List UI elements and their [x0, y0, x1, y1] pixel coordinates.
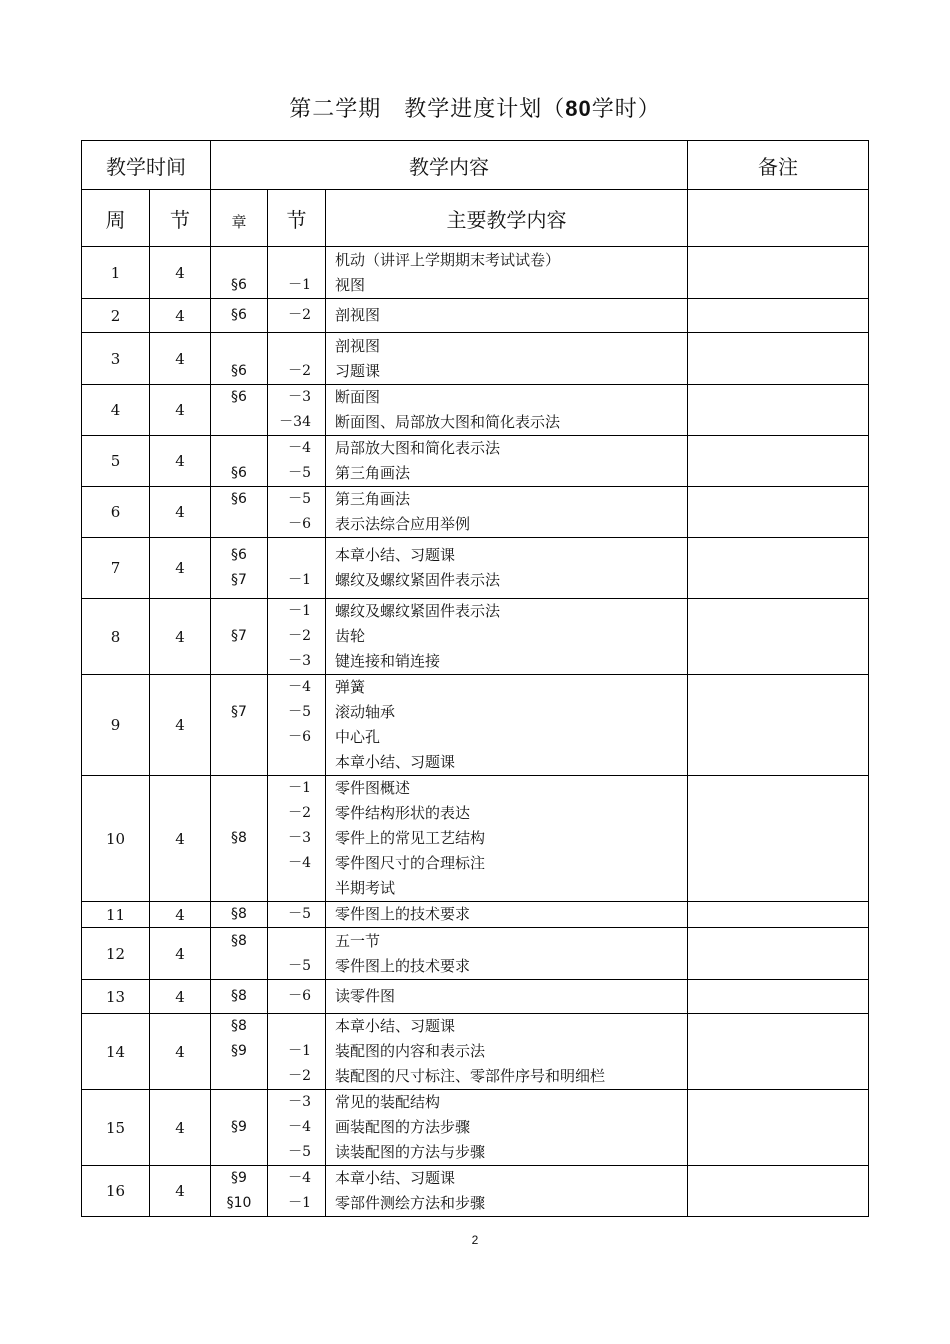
content-line: 螺纹及螺纹紧固件表示法 — [335, 571, 501, 589]
content-line: 零件图上的技术要求 — [335, 956, 471, 975]
content-cell-lines — [326, 1166, 687, 1216]
section-line — [268, 248, 325, 273]
section-cell — [268, 538, 326, 599]
schedule-row — [82, 776, 869, 902]
chapter-cell — [211, 538, 268, 599]
remark-cell — [688, 436, 869, 487]
section-cell-lines — [268, 436, 325, 486]
content-line: 本章小结、习题课 — [335, 1017, 456, 1035]
header-remark-blank — [688, 190, 869, 247]
section-cell — [268, 247, 326, 299]
content-cell — [326, 247, 688, 299]
chapter-cell — [211, 902, 268, 928]
content-cell-lines — [326, 902, 687, 927]
content-cell-lines — [326, 436, 687, 486]
remark-cell — [688, 333, 869, 385]
schedule-row — [82, 928, 869, 980]
section-line — [268, 929, 325, 954]
schedule-row — [82, 980, 869, 1014]
remark-cell — [688, 1014, 869, 1090]
remark-cell — [688, 385, 869, 436]
section-cell-lines — [268, 1014, 325, 1089]
chapter-line: §8 — [231, 1018, 247, 1034]
week-cell: 7 — [82, 538, 150, 599]
chapter-cell-lines — [211, 902, 267, 927]
remark-cell — [688, 247, 869, 299]
section-line: －5 — [288, 704, 311, 720]
chapter-line — [211, 512, 267, 537]
header-teaching-time: 教学时间 — [82, 141, 211, 190]
content-line: 表示法综合应用举例 — [335, 515, 471, 533]
chapter-cell — [211, 776, 268, 902]
hours-cell: 4 — [150, 487, 211, 538]
hours-cell: 4 — [150, 333, 211, 385]
section-line — [268, 750, 325, 775]
content-line: 本章小结、习题课 — [335, 753, 456, 771]
content-cell-lines — [326, 1090, 687, 1165]
content-cell-lines — [326, 303, 687, 328]
section-line: －1 — [288, 603, 311, 619]
remark-cell — [688, 299, 869, 333]
week-cell: 6 — [82, 487, 150, 538]
chapter-line: §6 — [231, 389, 247, 405]
chapter-line: §6 — [231, 307, 247, 323]
hours-cell: 4 — [150, 436, 211, 487]
chapter-cell-lines — [211, 1014, 267, 1089]
section-cell-lines — [268, 675, 325, 775]
section-cell — [268, 1014, 326, 1090]
content-line: 常见的装配结构 — [335, 1093, 441, 1111]
chapter-cell — [211, 675, 268, 776]
content-cell-lines — [326, 675, 687, 775]
chapter-line: §7 — [231, 628, 247, 644]
section-cell — [268, 928, 326, 980]
content-cell-lines — [326, 1014, 687, 1089]
header-teaching-content: 教学内容 — [211, 141, 688, 190]
hours-cell: 4 — [150, 902, 211, 928]
header-week: 周 — [82, 190, 150, 247]
content-line: 画装配图的方法步骤 — [335, 1118, 471, 1136]
chapter-cell-lines — [211, 776, 267, 901]
section-line: －2 — [288, 805, 311, 821]
title-hours-number: 80 — [565, 96, 592, 121]
section-cell-lines — [268, 776, 325, 901]
section-cell-lines — [268, 543, 325, 593]
section-line: －4 — [288, 1119, 311, 1135]
section-cell-lines — [268, 929, 325, 979]
content-cell — [326, 675, 688, 776]
content-line: 装配图的尺寸标注、零部件序号和明细栏 — [335, 1067, 606, 1085]
remark-cell — [688, 1166, 869, 1217]
content-cell-lines — [326, 543, 687, 593]
chapter-cell — [211, 436, 268, 487]
remark-cell — [688, 928, 869, 980]
content-line: 零件图上的技术要求 — [335, 905, 471, 923]
chapter-line — [211, 675, 267, 700]
chapter-line — [211, 876, 267, 901]
hours-cell: 4 — [150, 980, 211, 1014]
section-cell — [268, 1166, 326, 1217]
section-line — [268, 334, 325, 359]
teaching-schedule-table — [81, 140, 869, 1217]
hours-cell: 4 — [150, 385, 211, 436]
content-line: 机动（讲评上学期期末考试试卷） — [335, 250, 561, 269]
content-line: 局部放大图和简化表示法 — [335, 439, 501, 457]
chapter-cell — [211, 1166, 268, 1217]
hours-cell: 4 — [150, 538, 211, 599]
schedule-row — [82, 487, 869, 538]
content-line: 半期考试 — [335, 879, 396, 897]
content-cell — [326, 980, 688, 1014]
schedule-row — [82, 333, 869, 385]
section-line — [268, 1014, 325, 1039]
schedule-row — [82, 675, 869, 776]
content-line: 第三角画法 — [335, 490, 411, 508]
content-cell-lines — [326, 487, 687, 537]
content-line: 第三角画法 — [335, 464, 411, 482]
section-line: －1 — [288, 780, 311, 796]
section-line: －3 — [288, 830, 311, 846]
content-line: 零件图尺寸的合理标注 — [335, 854, 486, 872]
content-line: 齿轮 — [335, 627, 366, 645]
content-cell — [326, 928, 688, 980]
chapter-cell-lines — [211, 334, 267, 384]
remark-cell — [688, 776, 869, 902]
content-cell-lines — [326, 248, 687, 298]
chapter-line — [211, 1090, 267, 1115]
section-cell — [268, 436, 326, 487]
content-cell — [326, 385, 688, 436]
header-hour: 节 — [150, 190, 211, 247]
header-remark: 备注 — [688, 141, 869, 190]
header-row-2 — [82, 190, 869, 247]
schedule-row — [82, 599, 869, 675]
chapter-line: §6 — [231, 276, 247, 293]
content-cell — [326, 599, 688, 675]
chapter-cell-lines — [211, 599, 267, 674]
hours-cell: 4 — [150, 1090, 211, 1166]
remark-cell — [688, 1090, 869, 1166]
chapter-cell — [211, 980, 268, 1014]
section-line: －5 — [288, 465, 311, 481]
remark-cell — [688, 538, 869, 599]
schedule-row — [82, 538, 869, 599]
week-cell: 12 — [82, 928, 150, 980]
content-cell — [326, 1014, 688, 1090]
section-cell-lines — [268, 487, 325, 537]
section-cell — [268, 1090, 326, 1166]
section-cell — [268, 776, 326, 902]
chapter-line — [211, 436, 267, 461]
section-line: －1 — [288, 276, 311, 293]
week-cell: 15 — [82, 1090, 150, 1166]
week-cell: 9 — [82, 675, 150, 776]
section-line — [268, 876, 325, 901]
content-line: 零部件测绘方法和步骤 — [335, 1194, 486, 1212]
chapter-cell — [211, 487, 268, 538]
content-cell-lines — [326, 334, 687, 384]
content-line: 本章小结、习题课 — [335, 546, 456, 564]
week-cell: 11 — [82, 902, 150, 928]
chapter-line — [211, 1140, 267, 1165]
section-cell — [268, 599, 326, 675]
week-cell: 16 — [82, 1166, 150, 1217]
section-cell-lines — [268, 902, 325, 927]
content-line: 弹簧 — [335, 678, 366, 696]
chapter-cell-lines — [211, 929, 267, 979]
content-line: 滚动轴承 — [335, 703, 396, 721]
section-line: －2 — [288, 362, 311, 379]
chapter-line: §9 — [231, 1170, 247, 1186]
chapter-line: §8 — [231, 988, 247, 1004]
section-line: －1 — [288, 1195, 311, 1211]
chapter-cell-lines — [211, 436, 267, 486]
hours-cell: 4 — [150, 299, 211, 333]
week-cell: 14 — [82, 1014, 150, 1090]
chapter-line — [211, 1064, 267, 1089]
content-line: 断面图 — [335, 388, 381, 406]
chapter-cell — [211, 247, 268, 299]
section-cell-lines — [268, 599, 325, 674]
section-line: －2 — [288, 307, 311, 323]
section-line: －4 — [288, 1170, 311, 1186]
chapter-cell-lines — [211, 487, 267, 537]
section-line: －6 — [288, 729, 311, 745]
section-line: －4 — [288, 440, 311, 456]
content-line: 零件结构形状的表达 — [335, 804, 471, 822]
chapter-line: §10 — [226, 1195, 252, 1211]
week-cell: 2 — [82, 299, 150, 333]
chapter-line: §6 — [231, 547, 247, 563]
hours-cell: 4 — [150, 1014, 211, 1090]
section-line: －2 — [288, 628, 311, 644]
section-line: －2 — [288, 1068, 311, 1084]
section-cell-lines — [268, 248, 325, 298]
chapter-line: §7 — [231, 572, 247, 588]
section-line: －34 — [279, 414, 311, 430]
remark-cell — [688, 599, 869, 675]
chapter-cell-lines — [211, 1166, 267, 1216]
chapter-cell — [211, 928, 268, 980]
content-cell — [326, 487, 688, 538]
content-line: 键连接和销连接 — [335, 652, 441, 670]
week-cell: 8 — [82, 599, 150, 675]
week-cell: 10 — [82, 776, 150, 902]
section-cell-lines — [268, 984, 325, 1009]
content-cell — [326, 436, 688, 487]
section-cell — [268, 902, 326, 928]
section-line: －5 — [288, 957, 311, 974]
chapter-line: §9 — [231, 1119, 247, 1135]
chapter-line: §6 — [231, 491, 247, 507]
content-line: 读零件图 — [335, 987, 396, 1005]
chapter-line: §6 — [231, 362, 247, 379]
chapter-cell — [211, 299, 268, 333]
chapter-line: §6 — [231, 465, 247, 481]
chapter-line — [211, 725, 267, 750]
chapter-line — [211, 776, 267, 801]
section-line — [268, 543, 325, 568]
section-line: －5 — [288, 906, 311, 922]
content-cell — [326, 776, 688, 902]
section-cell-lines — [268, 1166, 325, 1216]
chapter-line: §8 — [231, 906, 247, 922]
header-row-1 — [82, 141, 869, 190]
content-cell — [326, 902, 688, 928]
chapter-cell — [211, 1090, 268, 1166]
section-cell-lines — [268, 334, 325, 384]
schedule-row — [82, 1166, 869, 1217]
chapter-cell — [211, 333, 268, 385]
remark-cell — [688, 902, 869, 928]
chapter-cell — [211, 385, 268, 436]
chapter-line — [211, 954, 267, 979]
chapter-line: §8 — [231, 932, 247, 949]
hours-cell: 4 — [150, 776, 211, 902]
content-line: 读装配图的方法与步骤 — [335, 1143, 486, 1161]
chapter-cell-lines — [211, 543, 267, 593]
content-line: 剖视图 — [335, 306, 381, 324]
content-cell — [326, 1090, 688, 1166]
week-cell: 5 — [82, 436, 150, 487]
chapter-line: §8 — [231, 830, 247, 846]
hours-cell: 4 — [150, 928, 211, 980]
chapter-line — [211, 851, 267, 876]
section-cell — [268, 333, 326, 385]
chapter-line: §7 — [231, 704, 247, 720]
section-cell — [268, 487, 326, 538]
chapter-cell-lines — [211, 984, 267, 1009]
content-line: 五一节 — [335, 931, 381, 950]
section-cell-lines — [268, 1090, 325, 1165]
section-line: －5 — [288, 1144, 311, 1160]
hours-cell: 4 — [150, 599, 211, 675]
content-cell-lines — [326, 599, 687, 674]
chapter-line: §9 — [231, 1043, 247, 1059]
section-line: －3 — [288, 389, 311, 405]
content-cell — [326, 1166, 688, 1217]
content-line: 螺纹及螺纹紧固件表示法 — [335, 602, 501, 620]
chapter-cell-lines — [211, 303, 267, 328]
content-cell-lines — [326, 929, 687, 979]
chapter-cell-lines — [211, 675, 267, 775]
content-cell — [326, 333, 688, 385]
section-cell — [268, 980, 326, 1014]
schedule-row — [82, 436, 869, 487]
chapter-line — [211, 599, 267, 624]
title-prefix: 第二学期 教学进度计划（ — [289, 97, 566, 122]
content-line: 习题课 — [335, 361, 381, 380]
page-number: 2 — [471, 1233, 479, 1247]
content-line: 本章小结、习题课 — [335, 1169, 456, 1187]
schedule-row — [82, 1090, 869, 1166]
content-line: 零件上的常见工艺结构 — [335, 829, 486, 847]
content-line: 剖视图 — [335, 336, 381, 355]
hours-cell: 4 — [150, 247, 211, 299]
section-cell-lines — [268, 303, 325, 328]
section-line: －3 — [288, 653, 311, 669]
schedule-row — [82, 385, 869, 436]
chapter-line — [211, 801, 267, 826]
content-line: 断面图、局部放大图和简化表示法 — [335, 413, 561, 431]
content-cell-lines — [326, 776, 687, 901]
content-line: 装配图的内容和表示法 — [335, 1042, 486, 1060]
chapter-line — [211, 649, 267, 674]
section-cell — [268, 299, 326, 333]
week-cell: 13 — [82, 980, 150, 1014]
chapter-cell — [211, 599, 268, 675]
hours-cell: 4 — [150, 675, 211, 776]
week-cell: 1 — [82, 247, 150, 299]
chapter-line — [211, 248, 267, 273]
section-cell — [268, 675, 326, 776]
chapter-cell-lines — [211, 385, 267, 435]
content-line: 视图 — [335, 275, 366, 294]
remark-cell — [688, 675, 869, 776]
section-line: －4 — [288, 855, 311, 871]
section-line: －4 — [288, 679, 311, 695]
schedule-row — [82, 247, 869, 299]
week-cell: 4 — [82, 385, 150, 436]
section-line: －6 — [288, 988, 311, 1004]
content-line: 零件图概述 — [335, 779, 411, 797]
content-cell-lines — [326, 385, 687, 435]
section-line: －1 — [288, 572, 311, 588]
chapter-cell-lines — [211, 1090, 267, 1165]
chapter-line — [211, 750, 267, 775]
title-suffix: 学时） — [591, 97, 661, 122]
content-cell — [326, 538, 688, 599]
section-line: －1 — [288, 1043, 311, 1059]
section-line: －6 — [288, 516, 311, 532]
remark-cell — [688, 980, 869, 1014]
content-line: 中心孔 — [335, 728, 381, 746]
section-line: －3 — [288, 1094, 311, 1110]
chapter-cell-lines — [211, 248, 267, 298]
page-title — [0, 92, 950, 123]
content-cell — [326, 299, 688, 333]
section-cell — [268, 385, 326, 436]
schedule-row — [82, 902, 869, 928]
content-cell-lines — [326, 984, 687, 1009]
schedule-row — [82, 299, 869, 333]
week-cell: 3 — [82, 333, 150, 385]
header-main-content: 主要教学内容 — [326, 190, 688, 247]
header-section: 节 — [268, 190, 326, 247]
section-cell-lines — [268, 385, 325, 435]
chapter-line — [211, 410, 267, 435]
chapter-line — [211, 334, 267, 359]
remark-cell — [688, 487, 869, 538]
section-line: －5 — [288, 491, 311, 507]
hours-cell: 4 — [150, 1166, 211, 1217]
header-chapter: 章 — [211, 190, 268, 247]
schedule-row — [82, 1014, 869, 1090]
chapter-cell — [211, 1014, 268, 1090]
